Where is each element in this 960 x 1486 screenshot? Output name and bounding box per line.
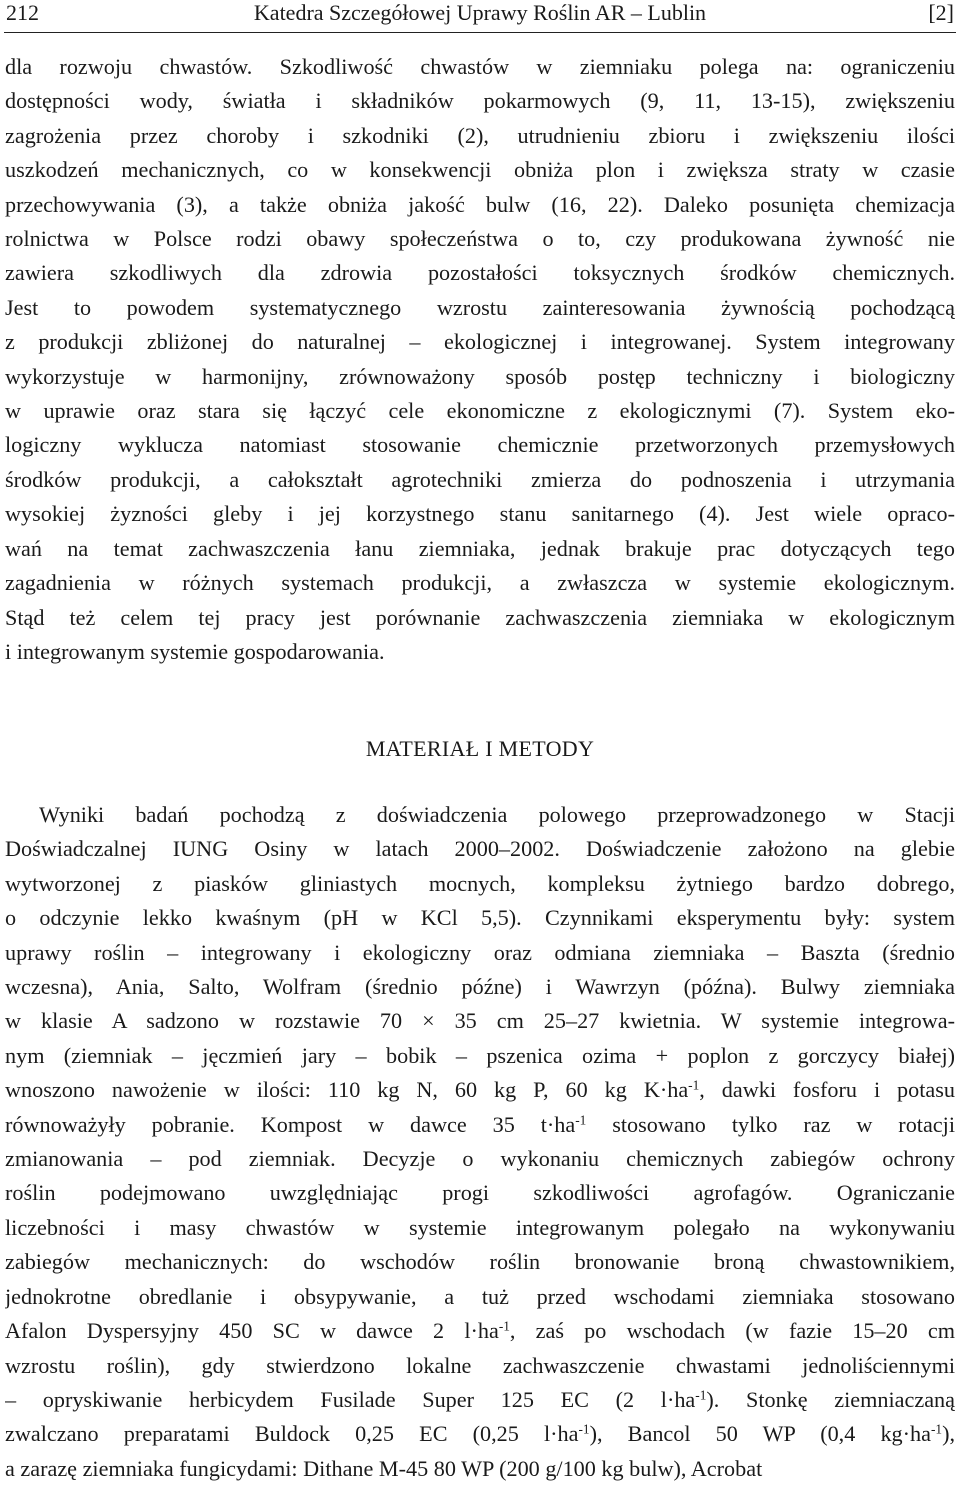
text-line: i integrowanym systemie gospodarowania. bbox=[5, 638, 385, 664]
text-line: zagadnienia w różnych systemach produkcji, a zwłaszcza w systemie ekologicznym. bbox=[5, 570, 955, 596]
text-line bbox=[5, 1314, 955, 1348]
superscript: -1 bbox=[578, 1422, 590, 1437]
text-line: wań na temat zachwaszczenia łanu ziemniaka, jednak brakuje prac dotyczących tego bbox=[5, 535, 955, 561]
superscript: -1 bbox=[575, 1112, 587, 1128]
text-line: z produkcji zbliżonej do naturalnej – ekologicznej i integrowanej. System integrowany bbox=[5, 329, 955, 355]
text-line: środków produkcji, a całokształt agrotechniki zmierza do podnoszenia i utrzymania bbox=[5, 466, 955, 492]
superscript: -1 bbox=[695, 1387, 707, 1403]
journal-title: Katedra Szczegółowej Uprawy Roślin AR – Lublin bbox=[253, 0, 707, 25]
text-line: jednokrotne obredlanie i obsypywanie, a tuż przed wschodami ziemniaka stosowano bbox=[5, 1283, 955, 1309]
text-line: roślin podejmowano uwzględniając progi szkodliwości agrofagów. Ograniczanie bbox=[5, 1180, 955, 1206]
text-line: dostępności wody, światła i składników pokarmowych (9, 11, 13-15), zwiększeniu bbox=[5, 88, 955, 114]
text-segment: , zaś po wschodach (w fazie 15–20 cm bbox=[509, 1318, 955, 1344]
text-line: w uprawie oraz stara się łączyć cele ekonomiczne z ekologicznymi (7). System eko- bbox=[5, 398, 955, 424]
superscript: -1 bbox=[930, 1422, 943, 1437]
text-line: zagrożenia przez choroby i szkodniki (2), utrudnieniu zbioru i zwiększeniu ilości bbox=[5, 122, 955, 148]
text-segment: zwalczano preparatami Buldock 0,25 EC (0,25 l·ha bbox=[5, 1421, 579, 1447]
text-line: przechowywania (3), a także obniża jakość bulw (16, 22). Daleko posunięta chemizacja bbox=[5, 191, 955, 217]
text-segment: Afalon Dyspersyjny 450 SC w dawce 2 l·ha bbox=[5, 1318, 499, 1344]
text-line: Stąd też celem tej pracy jest porównanie zachwaszczenia ziemniaka w ekologicznym bbox=[5, 604, 955, 630]
text-line: zmianowania – pod ziemniak. Decyzje o wykonaniu chemicznych zabiegów ochrony bbox=[5, 1146, 955, 1172]
section-tag: [2] bbox=[928, 0, 954, 25]
text-segment: równoważyły pobranie. Kompost w dawce 35 t·ha bbox=[5, 1111, 576, 1137]
section-heading: MATERIAŁ I METODY bbox=[365, 736, 595, 761]
text-segment: ). Stonkę ziemniaczaną bbox=[706, 1386, 955, 1412]
methods-paragraph bbox=[5, 798, 955, 1486]
text-line bbox=[5, 1383, 955, 1417]
text-line bbox=[5, 1108, 955, 1142]
text-line: wysokiej żyzności gleby i jej korzystnego stanu sanitarnego (4). Jest wiele opraco- bbox=[5, 501, 955, 527]
text-line bbox=[5, 1073, 955, 1107]
text-line: Doświadczalnej IUNG Osiny w latach 2000–2002. Doświadczenie założono na glebie bbox=[5, 836, 955, 862]
text-line: nym (ziemniak – jęczmień jary – bobik – pszenica ozima + poplon z gorczycy białej) bbox=[5, 1042, 955, 1068]
text-line: Jest to powodem systematycznego wzrostu zainteresowania żywnością pochodzącą bbox=[5, 294, 955, 320]
superscript: -1 bbox=[688, 1077, 700, 1093]
text-segment: ), bbox=[942, 1421, 955, 1447]
running-header bbox=[6, 0, 954, 30]
text-line: w klasie A sadzono w rozstawie 70 × 35 cm 25–27 kwietnia. W systemie integrowa- bbox=[5, 1008, 955, 1034]
text-line: liczebności i masy chwastów w systemie integrowanym polegało na wykonywaniu bbox=[5, 1214, 955, 1240]
text-line: Wyniki badań pochodzą z doświadczenia polowego przeprowadzonego w Stacji bbox=[39, 802, 955, 827]
text-segment: , dawki fosforu i potasu bbox=[699, 1077, 955, 1103]
text-line: wczesna), Ania, Salto, Wolfram (średnio późne) i Wawrzyn (późna). Bulwy ziemniaka bbox=[5, 974, 955, 1000]
text-line: rolnictwa w Polsce rodzi obawy społeczeństwa o to, czy produkowana żywność nie bbox=[5, 226, 955, 252]
text-line: wytworzonej z piasków gliniastych mocnych, kompleksu żytniego bardzo dobrego, bbox=[5, 870, 955, 896]
text-line: logiczny wyklucza natomiast stosowanie chemicznie przetworzonych przemysłowych bbox=[5, 432, 955, 458]
text-line: wykorzystuje w harmonijny, zrównoważony sposób postęp techniczny i biologiczny bbox=[5, 363, 955, 389]
text-line: wzrostu roślin), gdy stwierdzono lokalne zachwaszczenie chwastami jednoliściennymi bbox=[5, 1352, 955, 1378]
page-number: 212 bbox=[6, 0, 39, 25]
text-segment: – opryskiwanie herbicydem Fusilade Super 125 EC (2 l·ha bbox=[5, 1386, 696, 1412]
superscript: -1 bbox=[498, 1318, 510, 1334]
text-line: uprawy roślin – integrowany i ekologiczny oraz odmiana ziemniaka – Baszta (średnio bbox=[5, 939, 955, 965]
text-line: dla rozwoju chwastów. Szkodliwość chwastów w ziemniaku polega na: ograniczeniu bbox=[5, 54, 955, 79]
text-line: zawiera szkodliwych dla zdrowia pozostałości toksycznych środków chemicznych. bbox=[5, 260, 955, 286]
text-segment: stosowano tylko raz w rotacji bbox=[586, 1111, 955, 1137]
text-line bbox=[5, 1417, 955, 1451]
header-rule bbox=[4, 32, 956, 33]
text-line: o odczynie lekko kwaśnym (pH w KCl 5,5). Czynnikami eksperymentu były: system bbox=[5, 905, 955, 931]
text-segment: wnoszono nawożenie w ilości: 110 kg N, 60 kg P, 60 kg K·ha bbox=[5, 1077, 689, 1103]
text-segment: ), Bancol 50 WP (0,4 kg·ha bbox=[589, 1421, 931, 1447]
text-line: uszkodzeń mechanicznych, co w konsekwencji obniża plon i zwiększa straty w czasie bbox=[5, 157, 955, 183]
text-line: zabiegów mechanicznych: do wschodów roślin bronowanie broną chwastownikiem, bbox=[5, 1249, 955, 1275]
intro-paragraph bbox=[5, 50, 955, 669]
text-line: a zarazę ziemniaka fungicydami: Dithane M-45 80 WP (200 g/100 kg bulw), Acrobat bbox=[5, 1455, 763, 1481]
